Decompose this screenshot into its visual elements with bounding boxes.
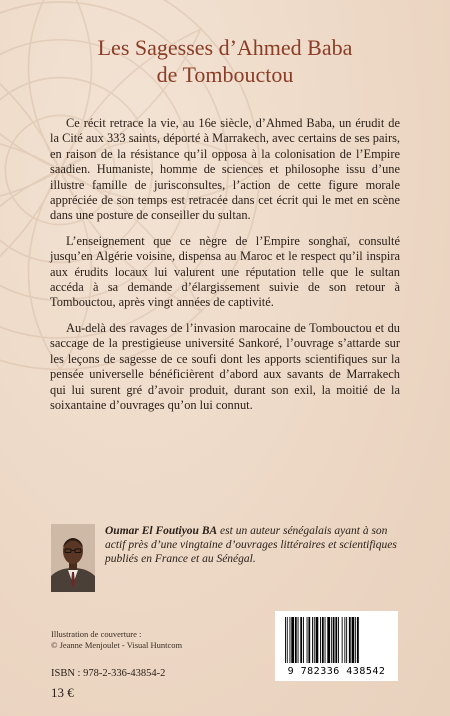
credits-line-1: Illustration de couverture : (51, 629, 142, 639)
isbn: ISBN : 978-2-336-43854-2 (51, 668, 166, 679)
barcode-number: 9 782336 438542 (287, 666, 386, 677)
book-title-line-1: Les Sagesses d’Ahmed Baba (97, 35, 353, 60)
barcode (275, 611, 398, 681)
credits-line-2: © Jeanne Menjoulet - Visual Huntcom (51, 639, 183, 650)
back-cover-summary (50, 116, 400, 423)
cover-credits (51, 629, 241, 650)
summary-paragraph-1: Ce récit retrace la vie, au 16e siècle, d’Ahmed Baba, un érudit de la Cité aux 333 saints, déporté à Marrakech, avec certains de ses pairs, en raison de la résistance qu’il opposa à la colonisation de l’Empire saadien. Humaniste, homme de sciences et philosophe issu d’une illustre famille de jurisconsultes, l’action de cette figure morale appréciée de son temps est retracée dans cet écrit qui le met en scène dans une posture de conseiller du sultan. (50, 116, 400, 223)
author-photo (51, 524, 95, 592)
author-bio-text: est un auteur sénégalais ayant à son actif près d’une vingtaine d’ouvrages littéraires et scientifiques publiés en France et au Sénégal. (105, 525, 397, 565)
book-title (0, 34, 450, 88)
author-bio (105, 524, 405, 566)
author-name: Oumar El Foutiyou BA (105, 525, 218, 537)
barcode-bars-icon (283, 617, 390, 663)
book-title-line-2: de Tombouctou (156, 62, 294, 87)
price: 13 € (51, 685, 74, 700)
summary-paragraph-2: L’enseignement que ce nègre de l’Empire songhaï, consulté jusqu’en Algérie voisine, dispensa au Maroc et le respect qu’il inspira aux érudits locaux lui valurent une réputation telle que le sultan accéda à sa demande d’élargissement suivie de son retour à Tombouctou, après vingt années de captivité. (50, 233, 400, 310)
summary-paragraph-3: Au-delà des ravages de l’invasion marocaine de Tombouctou et du saccage de la prestigieuse université Sankoré, l’ouvrage s’attarde sur les leçons de sagesse de ce soufi dont les apports scientifiques sur la pensée universelle bénéficièrent d’abord aux savants de Marrakech qui lui surent gré d’avoir produit, durant son exil, la moitié de la soixantaine d’ouvrages qu’on lui connut. (50, 320, 400, 412)
